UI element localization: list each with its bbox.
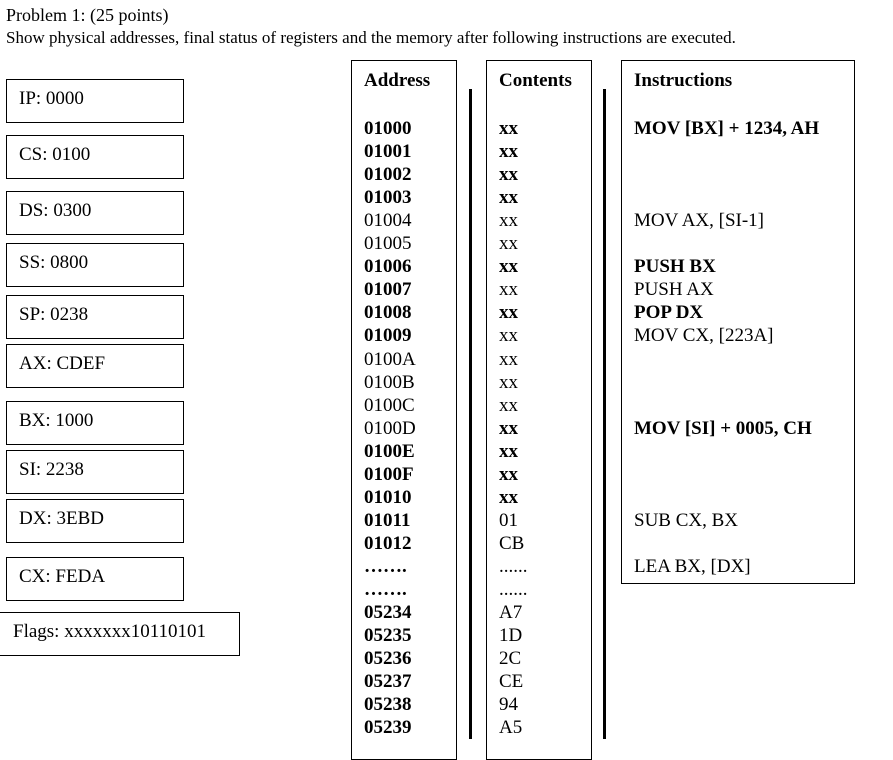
column-divider xyxy=(469,89,472,739)
address-cell: 0100B xyxy=(364,372,415,393)
contents-cell: xx xyxy=(499,464,518,485)
instruction-line: MOV AX, [SI-1] xyxy=(634,210,765,231)
address-cell: 01010 xyxy=(364,487,412,508)
contents-cell: xx xyxy=(499,325,518,346)
contents-cell: 1D xyxy=(499,625,523,646)
contents-cell: xx xyxy=(499,187,518,208)
column-divider xyxy=(603,89,606,739)
register-box: IP: 0000 xyxy=(6,79,184,123)
address-cell: 01008 xyxy=(364,302,412,323)
address-cell: 01006 xyxy=(364,256,412,277)
register-box: CS: 0100 xyxy=(6,135,184,179)
address-column xyxy=(351,60,457,760)
contents-cell: xx xyxy=(499,418,518,439)
address-cell: 05236 xyxy=(364,648,412,669)
address-cell: 05238 xyxy=(364,694,412,715)
contents-cell: xx xyxy=(499,164,518,185)
address-cell: 01011 xyxy=(364,510,411,531)
contents-cell: xx xyxy=(499,395,518,416)
contents-cell: CB xyxy=(499,533,525,554)
contents-cell: xx xyxy=(499,233,518,254)
instruction-line: PUSH BX xyxy=(634,256,716,277)
contents-cell: A7 xyxy=(499,602,523,623)
contents-cell: 01 xyxy=(499,510,518,531)
address-cell: 01012 xyxy=(364,533,412,554)
contents-cell: CE xyxy=(499,671,524,692)
register-box: SI: 2238 xyxy=(6,450,184,494)
register-box: DS: 0300 xyxy=(6,191,184,235)
contents-cell: ...... xyxy=(499,579,528,600)
address-cell: 01009 xyxy=(364,325,412,346)
register-box: CX: FEDA xyxy=(6,557,184,601)
address-cell: 01000 xyxy=(364,118,412,139)
instruction-line: SUB CX, BX xyxy=(634,510,738,531)
address-cell: 01001 xyxy=(364,141,412,162)
address-cell: 01002 xyxy=(364,164,412,185)
contents-cell: xx xyxy=(499,372,518,393)
address-cell: 01003 xyxy=(364,187,412,208)
address-cell: 0100E xyxy=(364,441,415,462)
contents-cell: 2C xyxy=(499,648,522,669)
contents-cell: xx xyxy=(499,256,518,277)
problem-title: Problem 1: (25 points) xyxy=(6,5,169,25)
contents-cell: ...... xyxy=(499,556,528,577)
contents-cell: xx xyxy=(499,441,518,462)
flags-register: Flags: xxxxxxx10110101 xyxy=(0,612,240,656)
register-box: AX: CDEF xyxy=(6,344,184,388)
address-cell: 01007 xyxy=(364,279,412,300)
contents-cell: A5 xyxy=(499,717,523,738)
instruction-line: PUSH AX xyxy=(634,279,714,300)
instruction-line: LEA BX, [DX] xyxy=(634,556,751,577)
register-box: BX: 1000 xyxy=(6,401,184,445)
contents-cell: xx xyxy=(499,279,518,300)
instructions-column xyxy=(621,60,855,584)
address-header: Address xyxy=(364,70,431,91)
contents-cell: xx xyxy=(499,210,518,231)
register-box: SS: 0800 xyxy=(6,243,184,287)
contents-cell: xx xyxy=(499,141,518,162)
instruction-line: MOV [BX] + 1234, AH xyxy=(634,118,820,139)
contents-cell: 94 xyxy=(499,694,518,715)
address-cell: ……. xyxy=(364,579,407,600)
address-cell: 05234 xyxy=(364,602,412,623)
address-cell: 05235 xyxy=(364,625,412,646)
address-cell: ……. xyxy=(364,556,407,577)
address-cell: 0100F xyxy=(364,464,414,485)
address-cell: 0100D xyxy=(364,418,416,439)
address-cell: 0100C xyxy=(364,395,415,416)
address-cell: 05239 xyxy=(364,717,412,738)
address-cell: 01005 xyxy=(364,233,412,254)
contents-column xyxy=(486,60,592,760)
contents-cell: xx xyxy=(499,118,518,139)
contents-cell: xx xyxy=(499,302,518,323)
contents-cell: xx xyxy=(499,487,518,508)
address-cell: 01004 xyxy=(364,210,412,231)
problem-description: Show physical addresses, final status of registers and the memory after following instructions are executed. xyxy=(6,28,736,47)
address-cell: 0100A xyxy=(364,349,416,370)
instruction-line: MOV [SI] + 0005, CH xyxy=(634,418,812,439)
register-box: SP: 0238 xyxy=(6,295,184,339)
instruction-line: POP DX xyxy=(634,302,704,323)
contents-header: Contents xyxy=(499,70,572,91)
instructions-header: Instructions xyxy=(634,70,733,91)
register-box: DX: 3EBD xyxy=(6,499,184,543)
address-cell: 05237 xyxy=(364,671,412,692)
contents-cell: xx xyxy=(499,349,518,370)
instruction-line: MOV CX, [223A] xyxy=(634,325,774,346)
